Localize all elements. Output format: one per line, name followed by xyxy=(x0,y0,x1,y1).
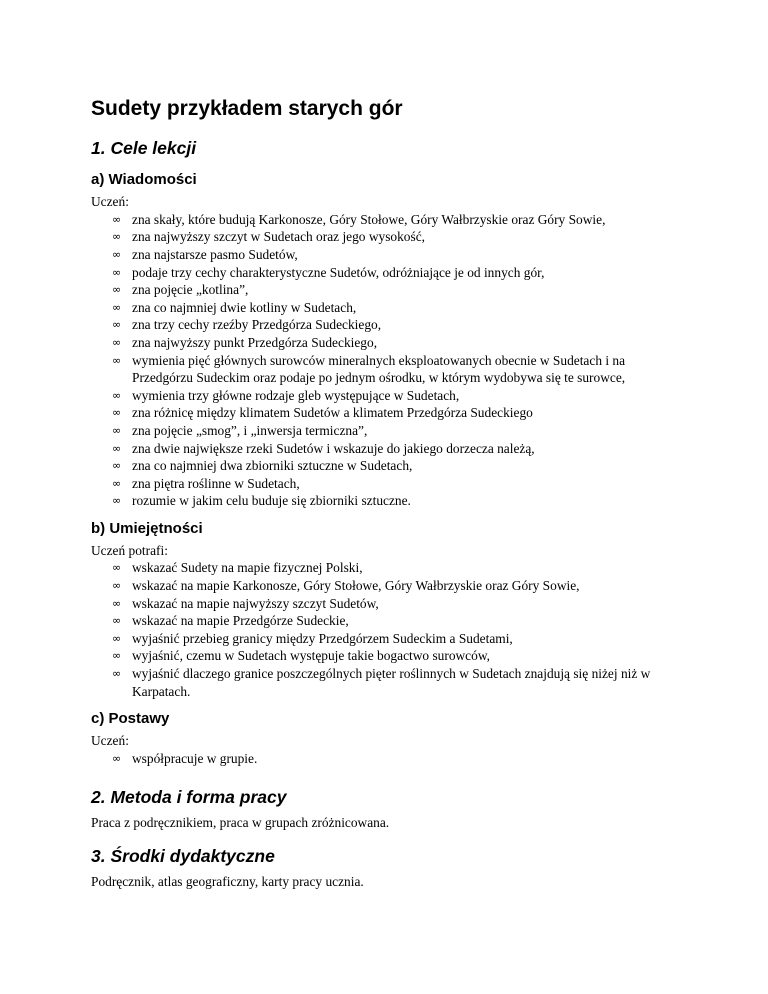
list-item-text: zna skały, które budują Karkonosze, Góry Stołowe, Góry Wałbrzyskie oraz Góry Sowie, xyxy=(132,211,606,227)
list-item xyxy=(91,492,681,510)
bullet-icon: ∞ xyxy=(112,388,122,402)
list-item-text: rozumie w jakim celu buduje się zbiorniki sztuczne. xyxy=(132,493,411,509)
list-item-text: wymienia pięć głównych surowców mineralnych eksploatowanych obecnie w Sudetach i na Przedgórzu Sudeckim oraz podaje po jednym ośrodku, w którym wydobywa się te surowce, xyxy=(132,352,626,386)
list-item xyxy=(91,246,681,264)
subsection-heading-knowledge: a) Wiadomości xyxy=(91,171,197,189)
list-item xyxy=(91,387,681,405)
list-item-text: zna piętra roślinne w Sudetach, xyxy=(132,475,300,491)
knowledge-intro: Uczeń: xyxy=(91,194,129,210)
bullet-icon: ∞ xyxy=(112,579,122,593)
method-text: Praca z podręcznikiem, praca w grupach zróżnicowana. xyxy=(91,815,390,831)
bullet-icon: ∞ xyxy=(112,300,122,314)
list-item-text: zna najstarsze pasmo Sudetów, xyxy=(132,246,298,262)
list-item xyxy=(91,281,681,299)
list-item-text: zna pojęcie „kotlina”, xyxy=(132,282,249,298)
list-item-text: wymienia trzy główne rodzaje gleb występujące w Sudetach, xyxy=(132,387,460,403)
list-item-text: wyjaśnić przebieg granicy między Przedgórzem Sudeckim a Sudetami, xyxy=(132,630,513,646)
list-item xyxy=(91,665,681,700)
list-item xyxy=(91,647,681,665)
skills-intro: Uczeń potrafi: xyxy=(91,542,168,558)
list-item xyxy=(91,440,681,458)
list-item-text: wskazać na mapie Karkonosze, Góry Stołowe, Góry Wałbrzyskie oraz Góry Sowie, xyxy=(132,578,580,594)
list-item xyxy=(91,457,681,475)
bullet-icon: ∞ xyxy=(112,596,122,610)
list-item-text: zna dwie największe rzeki Sudetów i wskazuje do jakiego dorzecza należą, xyxy=(132,440,535,456)
bullet-icon: ∞ xyxy=(112,265,122,279)
list-item-text: zna trzy cechy rzeźby Przedgórza Sudeckiego, xyxy=(132,317,382,333)
bullet-icon: ∞ xyxy=(112,751,122,765)
attitudes-intro: Uczeń: xyxy=(91,733,129,749)
bullet-icon: ∞ xyxy=(112,649,122,663)
list-item xyxy=(91,630,681,648)
bullet-icon: ∞ xyxy=(112,318,122,332)
document-page xyxy=(91,96,681,891)
list-item xyxy=(91,264,681,282)
list-item xyxy=(91,422,681,440)
bullet-icon: ∞ xyxy=(112,283,122,297)
bullet-icon: ∞ xyxy=(112,230,122,244)
list-item-text: zna najwyższy punkt Przedgórza Sudeckiego, xyxy=(132,334,378,350)
list-item xyxy=(91,352,681,387)
skills-list xyxy=(91,559,681,700)
bullet-icon: ∞ xyxy=(112,667,122,681)
list-item xyxy=(91,595,681,613)
list-item-text: zna co najmniej dwie kotliny w Sudetach, xyxy=(132,299,357,315)
section-heading-method: 2. Metoda i forma pracy xyxy=(91,787,287,808)
list-item-text: wskazać na mapie najwyższy szczyt Sudetów, xyxy=(132,595,379,611)
bullet-icon: ∞ xyxy=(112,494,122,508)
bullet-icon: ∞ xyxy=(112,353,122,367)
knowledge-list xyxy=(91,211,681,510)
list-item xyxy=(91,559,681,577)
list-item xyxy=(91,612,681,630)
bullet-icon: ∞ xyxy=(112,476,122,490)
bullet-icon: ∞ xyxy=(112,459,122,473)
subsection-heading-skills: b) Umiejętności xyxy=(91,519,203,537)
list-item-text: wskazać na mapie Przedgórze Sudeckie, xyxy=(132,613,349,629)
list-item-text: wyjaśnić, czemu w Sudetach występuje takie bogactwo surowców, xyxy=(132,648,490,664)
list-item-text: współpracuje w grupie. xyxy=(132,750,258,766)
list-item-text: podaje trzy cechy charakterystyczne Sudetów, odróżniające je od innych gór, xyxy=(132,264,545,280)
list-item-text: wyjaśnić dlaczego granice poszczególnych pięter roślinnych w Sudetach znajdują się niżej niż w Karpatach. xyxy=(132,666,651,699)
bullet-icon: ∞ xyxy=(112,561,122,575)
list-item xyxy=(91,475,681,493)
list-item xyxy=(91,211,681,229)
list-item xyxy=(91,316,681,334)
bullet-icon: ∞ xyxy=(112,441,122,455)
document-title: Sudety przykładem starych gór xyxy=(91,97,403,120)
section-heading-means: 3. Środki dydaktyczne xyxy=(91,846,275,866)
list-item-text: zna najwyższy szczyt w Sudetach oraz jego wysokość, xyxy=(132,229,426,245)
list-item-text: zna różnicę między klimatem Sudetów a klimatem Przedgórza Sudeckiego xyxy=(132,405,533,421)
bullet-icon: ∞ xyxy=(112,335,122,349)
means-text: Podręcznik, atlas geograficzny, karty pracy ucznia. xyxy=(91,874,364,889)
list-item xyxy=(91,299,681,317)
list-item xyxy=(91,334,681,352)
subsection-heading-attitudes: c) Postawy xyxy=(91,710,170,728)
list-item xyxy=(91,228,681,246)
list-item xyxy=(91,577,681,595)
section-heading-goals: 1. Cele lekcji xyxy=(91,138,197,159)
bullet-icon: ∞ xyxy=(112,406,122,420)
bullet-icon: ∞ xyxy=(112,614,122,628)
bullet-icon: ∞ xyxy=(112,247,122,261)
list-item-text: zna pojęcie „smog”, i „inwersja termiczna”, xyxy=(132,422,368,438)
attitudes-list xyxy=(91,750,681,768)
bullet-icon: ∞ xyxy=(112,423,122,437)
list-item xyxy=(91,404,681,422)
list-item-text: wskazać Sudety na mapie fizycznej Polski, xyxy=(132,560,363,576)
list-item xyxy=(91,750,681,768)
bullet-icon: ∞ xyxy=(112,212,122,226)
list-item-text: zna co najmniej dwa zbiorniki sztuczne w Sudetach, xyxy=(132,458,413,474)
bullet-icon: ∞ xyxy=(112,631,122,645)
